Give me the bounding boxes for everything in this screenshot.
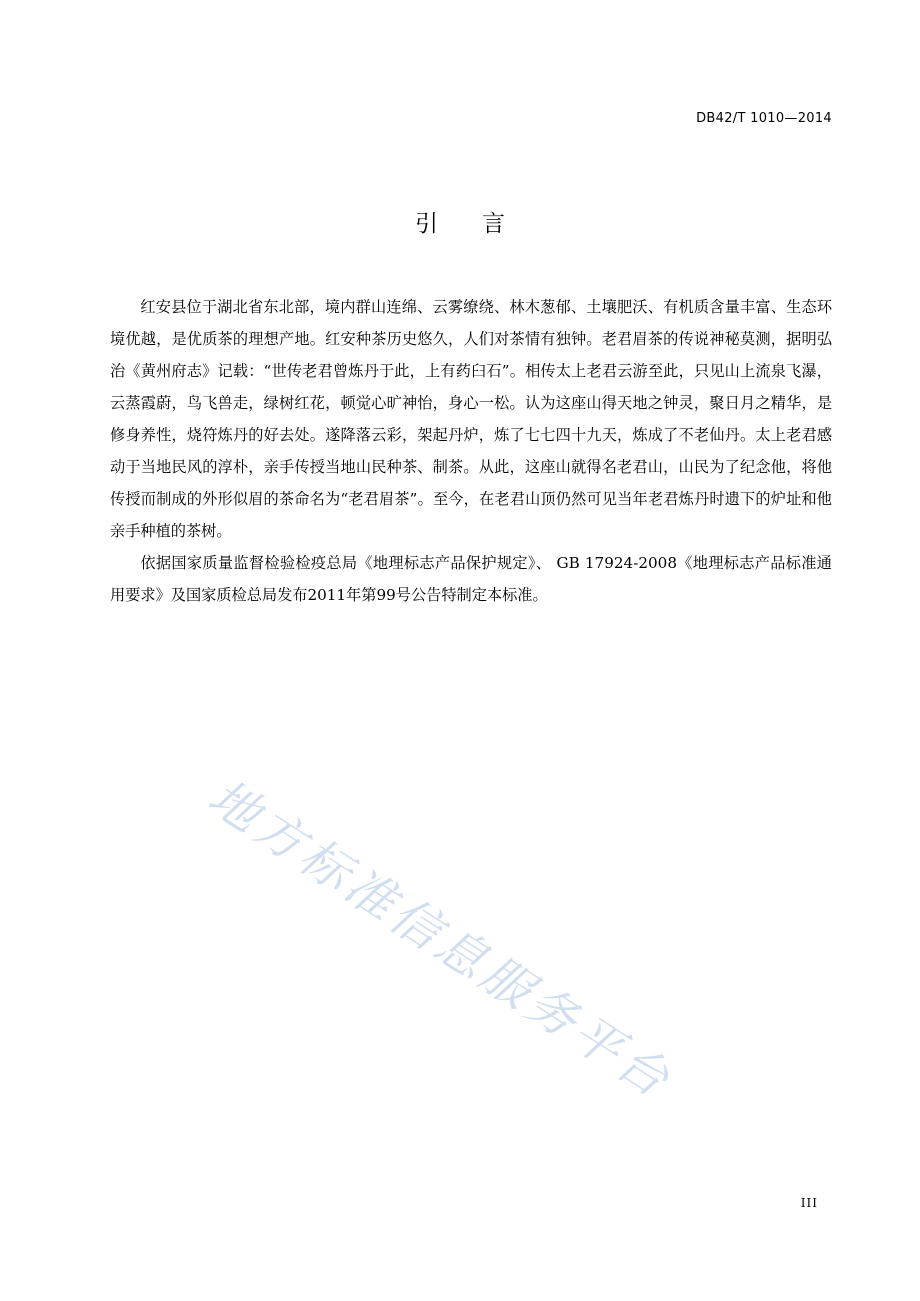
standard-code: DB42/T 1010—2014 [696,111,832,126]
paragraph-introduction: 红安县位于湖北省东北部，境内群山连绵、云雾缭绕、林木葱郁、土壤肥沃、有机质含量丰富、生态环境优越，是优质茶的理想产地。红安种茶历史悠久，人们对茶情有独钟。老君眉茶的传说神秘莫测，据明弘治《黄州府志》记载：“世传老君曾炼丹于此，上有药臼石”。相传太上老君云游至此，只见山上流泉飞瀑，云蒸霞蔚，鸟飞兽走，绿树红花，顿觉心旷神怡，身心一松。认为这座山得天地之钟灵，聚日月之精华，是修身养性，烧符炼丹的好去处。遂降落云彩，架起丹炉，炼了七七四十九天，炼成了不老仙丹。太上老君感动于当地民风的淳朴，亲手传授当地山民种茶、制茶。从此，这座山就得名老君山，山民为了纪念他，将他传授而制成的外形似眉的茶命名为“老君眉茶”。至今，在老君山顶仍然可见当年老君炼丹时遗下的炉址和他亲手种植的茶树。 [110,298,832,540]
page-number: III [800,1196,818,1210]
section-title: 引言 [415,211,549,237]
paragraph-basis: 依据国家质量监督检验检疫总局《地理标志产品保护规定》、 GB 17924-2008《地理标志产品标准通用要求》及国家质检总局发布2011年第99号公告特制定本标准。 [110,554,832,604]
body-text [110,291,832,611]
watermark: 地方标准信息服务平台 [198,768,683,1111]
